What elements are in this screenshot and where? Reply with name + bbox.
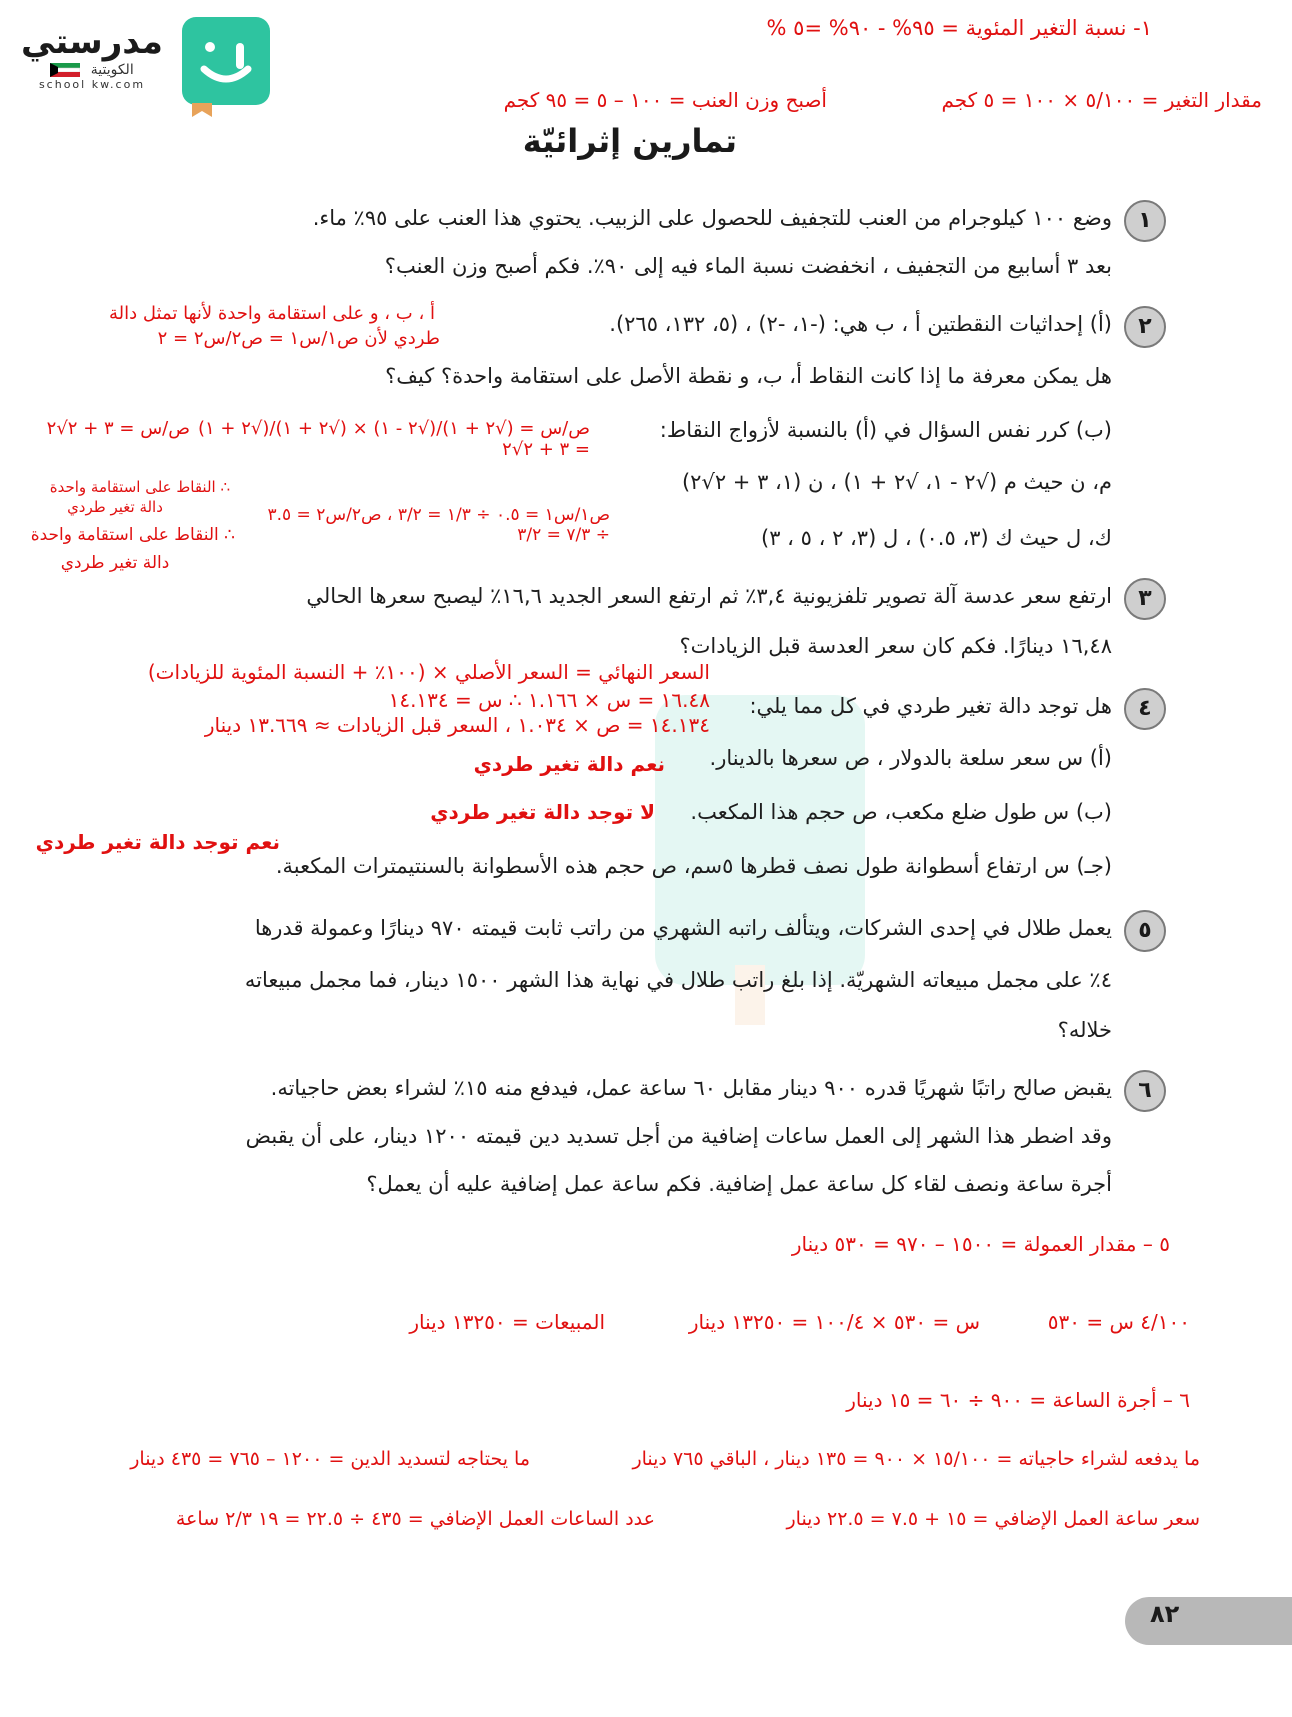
question-5-line-3: خلاله؟	[1057, 1018, 1112, 1042]
answer-3-line-2: ١٦.٤٨ = س × ١.١٦٦ ∴ س = ١٤.١٣٤	[388, 688, 710, 712]
answer-4b: لا توجد دالة تغير طردي	[430, 800, 655, 824]
answer-2b-equation-2: ص/س = ٣ + ٢√٢	[46, 418, 190, 439]
answer-5-line-1: ٥ – مقدار العمولة = ١٥٠٠ – ٩٧٠ = ٥٣٠ دينار	[791, 1232, 1170, 1256]
answer-2a-note-2: طردي لأن ص١/س١ = ص٢/س٢ = ٢	[157, 328, 440, 349]
page-number: ٨٢	[1150, 1600, 1180, 1628]
kuwait-flag-icon	[50, 63, 80, 77]
question-2-number: ٢	[1124, 306, 1166, 348]
logo-name: مدرستي	[21, 22, 163, 62]
answer-2b-note-1: ∴ النقاط على استقامة واحدة	[49, 478, 230, 496]
answer-6-line-2a: ما يدفعه لشراء حاجياته = ١٥/١٠٠ × ٩٠٠ = ١٣٥ دينار ، الباقي ٧٦٥ دينار	[632, 1448, 1200, 1470]
answer-2c-equation: ص١/س١ = ٠.٥ ÷ ١/٣ = ٣/٢ ، ص٢/س٢ = ٣.٥ ÷ ٧/٣ = ٣/٢	[267, 505, 610, 545]
logo-url: school kw.com	[38, 78, 146, 91]
question-5-number: ٥	[1124, 910, 1166, 952]
question-2-line-3: (ب) كرر نفس السؤال في (أ) بالنسبة لأزواج النقاط:	[659, 418, 1112, 442]
answer-6-line-3b: عدد الساعات العمل الإضافي = ٤٣٥ ÷ ٢٢.٥ = ١٩ ٢/٣ ساعة	[175, 1508, 655, 1530]
question-4-part-b: (ب) س طول ضلع مكعب، ص حجم هذا المكعب.	[690, 800, 1112, 824]
question-1-line-2: بعد ٣ أسابيع من التجفيف ، انخفضت نسبة الماء فيه إلى ٩٠٪. فكم أصبح وزن العنب؟	[384, 254, 1112, 278]
logo-subtitle	[18, 62, 166, 78]
question-6-line-2: وقد اضطر هذا الشهر إلى العمل ساعات إضافية من أجل تسديد دين قيمته ١٢٠٠ دينار، على أن يقبض	[245, 1124, 1112, 1148]
question-1-line-1: وضع ١٠٠ كيلوجرام من العنب للتجفيف للحصول على الزبيب. يحتوي هذا العنب على ٩٥٪ ماء.	[312, 206, 1112, 230]
answer-2a-note-1: أ ، ب ، و على استقامة واحدة لأنها تمثل دالة	[109, 303, 435, 324]
question-4-part-a: (أ) س سعر سلعة بالدولار ، ص سعرها بالدينار.	[709, 746, 1112, 770]
page-title: تمارين إثرائيّة	[522, 122, 737, 160]
question-3-line-2: ١٦,٤٨ دينارًا. فكم كان سعر العدسة قبل الزيادات؟	[679, 634, 1112, 658]
answer-5-equation-1: ٤/١٠٠ س = ٥٣٠	[1047, 1310, 1190, 1334]
answer-6-line-2b: ما يحتاجه لتسديد الدين = ١٢٠٠ – ٧٦٥ = ٤٣٥ دينار	[130, 1448, 530, 1470]
question-2-line-5: ك، ل حيث ك (٣، ٠.٥) ، ل (٣، ٢ ، ٥ ، ٣)	[761, 526, 1112, 550]
question-2-line-2: هل يمكن معرفة ما إذا كانت النقاط أ، ب، و نقطة الأصل على استقامة واحدة؟ كيف؟	[385, 364, 1112, 388]
question-2-line-4: م، ن حيث م (√٢ - ١، √٢ + ١) ، ن (١، ٣ + ٢√٢)	[681, 470, 1112, 494]
question-3-number: ٣	[1124, 578, 1166, 620]
question-5-line-1: يعمل طلال في إحدى الشركات، ويتألف راتبه الشهري من راتب ثابت قيمته ٩٧٠ دينارًا وعمولة قدرها	[254, 916, 1112, 940]
question-6-number: ٦	[1124, 1070, 1166, 1112]
answer-5-equation-3: المبيعات = ١٣٢٥٠ دينار	[409, 1310, 605, 1334]
answer-1-percent: ١- نسبة التغير المئوية = ٩٥% - ٩٠% =٥ %	[766, 16, 1152, 40]
question-6-line-3: أجرة ساعة ونصف لقاء كل ساعة عمل إضافية. فكم ساعة عمل إضافية عليه أن يعمل؟	[366, 1172, 1112, 1196]
question-3-line-1: ارتفع سعر عدسة آلة تصوير تلفزيونية ٣,٤٪ ثم ارتفع السعر الجديد ١٦,٦٪ ليصبح سعرها الحالي	[306, 584, 1112, 608]
question-2-line-1: (أ) إحداثيات النقطتين أ ، ب هي: (-١، -٢) ، (٥، ١٣٢، ٢٦٥).	[609, 312, 1112, 336]
answer-5-equation-2: س = ٥٣٠ × ١٠٠/٤ = ١٣٢٥٠ دينار	[688, 1310, 980, 1334]
logo-subtitle-text: الكويتية	[90, 62, 134, 78]
answer-2b-equation-1: ص/س = (√٢ + ١)/(√٢ - ١) × (√٢ + ١)/(√٢ + ١) = ٣ + ٢√٢	[197, 418, 590, 460]
answer-2b-note-2: دالة تغير طردي	[67, 498, 163, 516]
answer-1-amount: مقدار التغير = ٥/١٠٠ × ١٠٠ = ٥ كجم	[941, 88, 1262, 112]
answer-1-weight: أصبح وزن العنب = ١٠٠ – ٥ = ٩٥ كجم	[503, 88, 827, 112]
answer-4a: نعم دالة تغير طردي	[473, 752, 665, 776]
question-4-line-1: هل توجد دالة تغير طردي في كل مما يلي:	[749, 694, 1112, 718]
answer-6-line-3a: سعر ساعة العمل الإضافي = ١٥ + ٧.٥ = ٢٢.٥ دينار	[786, 1508, 1200, 1530]
answer-4c: نعم توجد دالة تغير طردي	[35, 830, 280, 854]
answer-6-line-1: ٦ – أجرة الساعة = ٩٠٠ ÷ ٦٠ = ١٥ دينار	[846, 1388, 1190, 1412]
question-4-number: ٤	[1124, 688, 1166, 730]
logo-text	[18, 22, 166, 91]
answer-2c-note-2: دالة تغير طردي	[60, 553, 170, 573]
question-5-line-2: ٤٪ على مجمل مبيعاته الشهريّة. إذا بلغ راتب طلال في نهاية هذا الشهر ١٥٠٠ دينار، فما مجمل مبيعاته	[244, 968, 1112, 992]
question-6-line-1: يقبض صالح راتبًا شهريًا قدره ٩٠٠ دينار مقابل ٦٠ ساعة عمل، فيدفع منه ١٥٪ لشراء بعض حاجياته.	[270, 1076, 1112, 1100]
answer-3-line-1: السعر النهائي = السعر الأصلي × (١٠٠٪ + النسبة المئوية للزيادات)	[147, 660, 710, 684]
question-4-part-c: (جـ) س ارتفاع أسطوانة طول نصف قطرها ٥سم، ص حجم هذه الأسطوانة بالسنتيمترات المكعبة.	[275, 854, 1112, 878]
question-1-number: ١	[1124, 200, 1166, 242]
answer-2c-note-1: ∴ النقاط على استقامة واحدة	[30, 525, 235, 545]
answer-3-line-3: ١٤.١٣٤ = ص × ١.٠٣٤ ، السعر قبل الزيادات ≈ ١٣.٦٦٩ دينار	[204, 713, 710, 737]
